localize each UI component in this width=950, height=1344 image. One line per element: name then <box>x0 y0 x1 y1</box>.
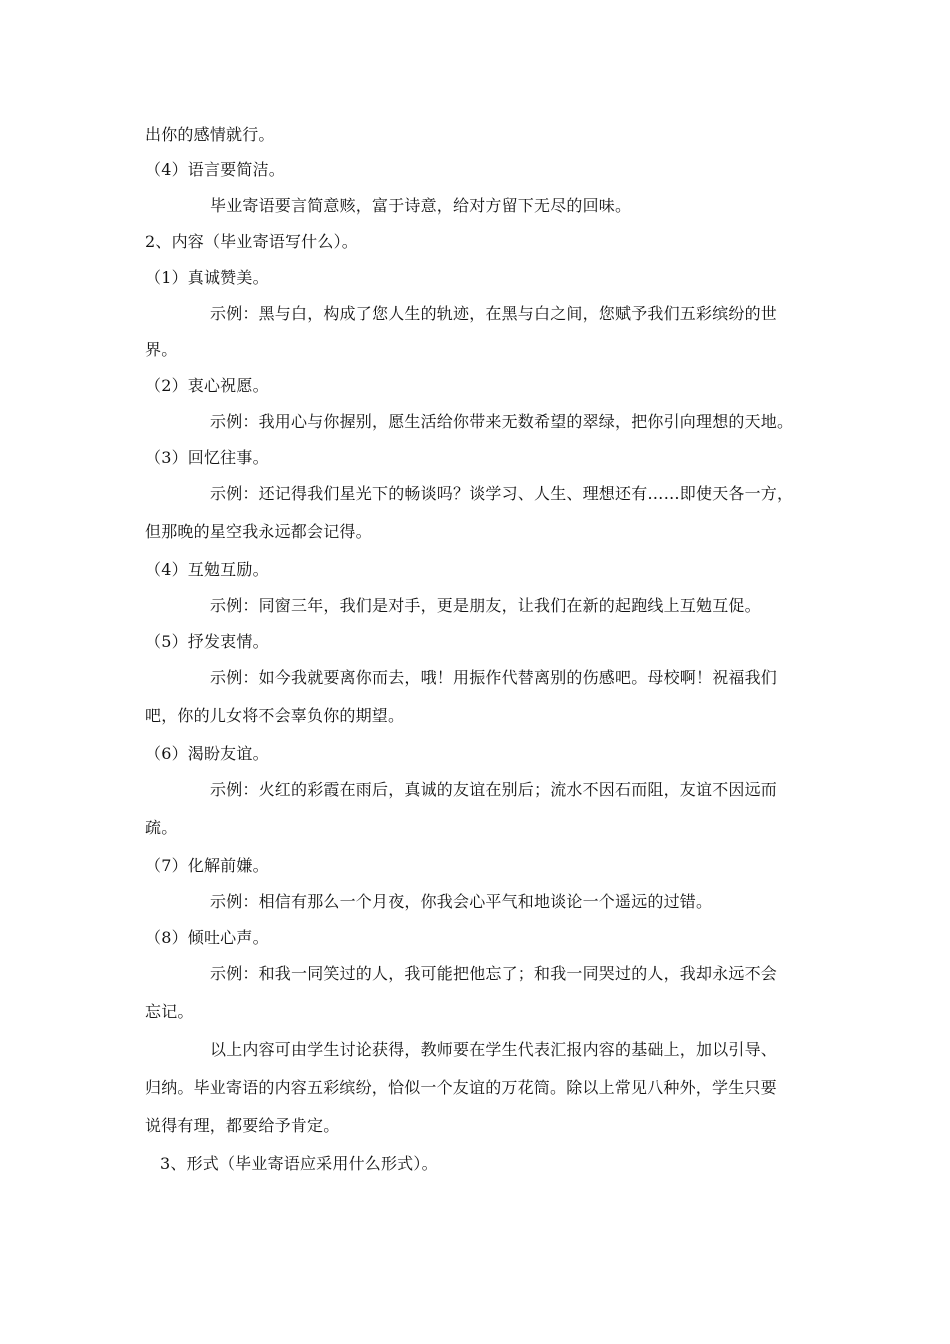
content-item-5: （5）抒发衷情。 <box>145 632 269 651</box>
example-continuation: 但那晚的星空我永远都会记得。 <box>145 522 372 541</box>
section-heading-content: 2、内容（毕业寄语写什么）。 <box>145 232 358 251</box>
example-continuation: 忘记。 <box>145 1002 194 1021</box>
summary-paragraph-line: 说得有理，都要给予肯定。 <box>145 1116 340 1135</box>
example-continuation: 疏。 <box>145 818 178 837</box>
example-continuation: 吧，你的儿女将不会辜负你的期望。 <box>145 706 405 725</box>
example-line: 示例：黑与白，构成了您人生的轨迹，在黑与白之间，您赋予我们五彩缤纷的世 <box>210 304 778 323</box>
section-heading-form: 3、形式（毕业寄语应采用什么形式）。 <box>160 1154 438 1173</box>
requirement-item-4: （4）语言要简洁。 <box>145 160 285 179</box>
requirement-description: 毕业寄语要言简意赅，富于诗意，给对方留下无尽的回味。 <box>210 196 632 215</box>
example-line: 示例：如今我就要离你而去，哦！用振作代替离别的伤感吧。母校啊！祝福我们 <box>210 668 778 687</box>
summary-paragraph-line: 以上内容可由学生讨论获得，教师要在学生代表汇报内容的基础上，加以引导、 <box>210 1040 778 1059</box>
continued-paragraph-line: 出你的感情就行。 <box>145 125 275 144</box>
summary-paragraph-line: 归纳。毕业寄语的内容五彩缤纷，恰似一个友谊的万花筒。除以上常见八种外，学生只要 <box>145 1078 777 1097</box>
example-line: 示例：同窗三年，我们是对手，更是朋友，让我们在新的起跑线上互勉互促。 <box>210 596 761 615</box>
example-line: 示例：还记得我们星光下的畅谈吗？谈学习、人生、理想还有……即使天各一方， <box>210 484 794 503</box>
content-item-8: （8）倾吐心声。 <box>145 928 269 947</box>
example-line: 示例：火红的彩霞在雨后，真诚的友谊在别后；流水不因石而阻，友谊不因远而 <box>210 780 778 799</box>
example-continuation: 界。 <box>145 340 178 359</box>
content-item-3: （3）回忆往事。 <box>145 448 269 467</box>
content-item-7: （7）化解前嫌。 <box>145 856 269 875</box>
example-line: 示例：相信有那么一个月夜，你我会心平气和地谈论一个遥远的过错。 <box>210 892 713 911</box>
content-item-1: （1）真诚赞美。 <box>145 268 269 287</box>
content-item-2: （2）衷心祝愿。 <box>145 376 269 395</box>
content-item-4: （4）互勉互励。 <box>145 560 269 579</box>
content-item-6: （6）渴盼友谊。 <box>145 744 269 763</box>
example-line: 示例：我用心与你握别，愿生活给你带来无数希望的翠绿，把你引向理想的天地。 <box>210 412 794 431</box>
example-line: 示例：和我一同笑过的人，我可能把他忘了；和我一同哭过的人，我却永远不会 <box>210 964 778 983</box>
